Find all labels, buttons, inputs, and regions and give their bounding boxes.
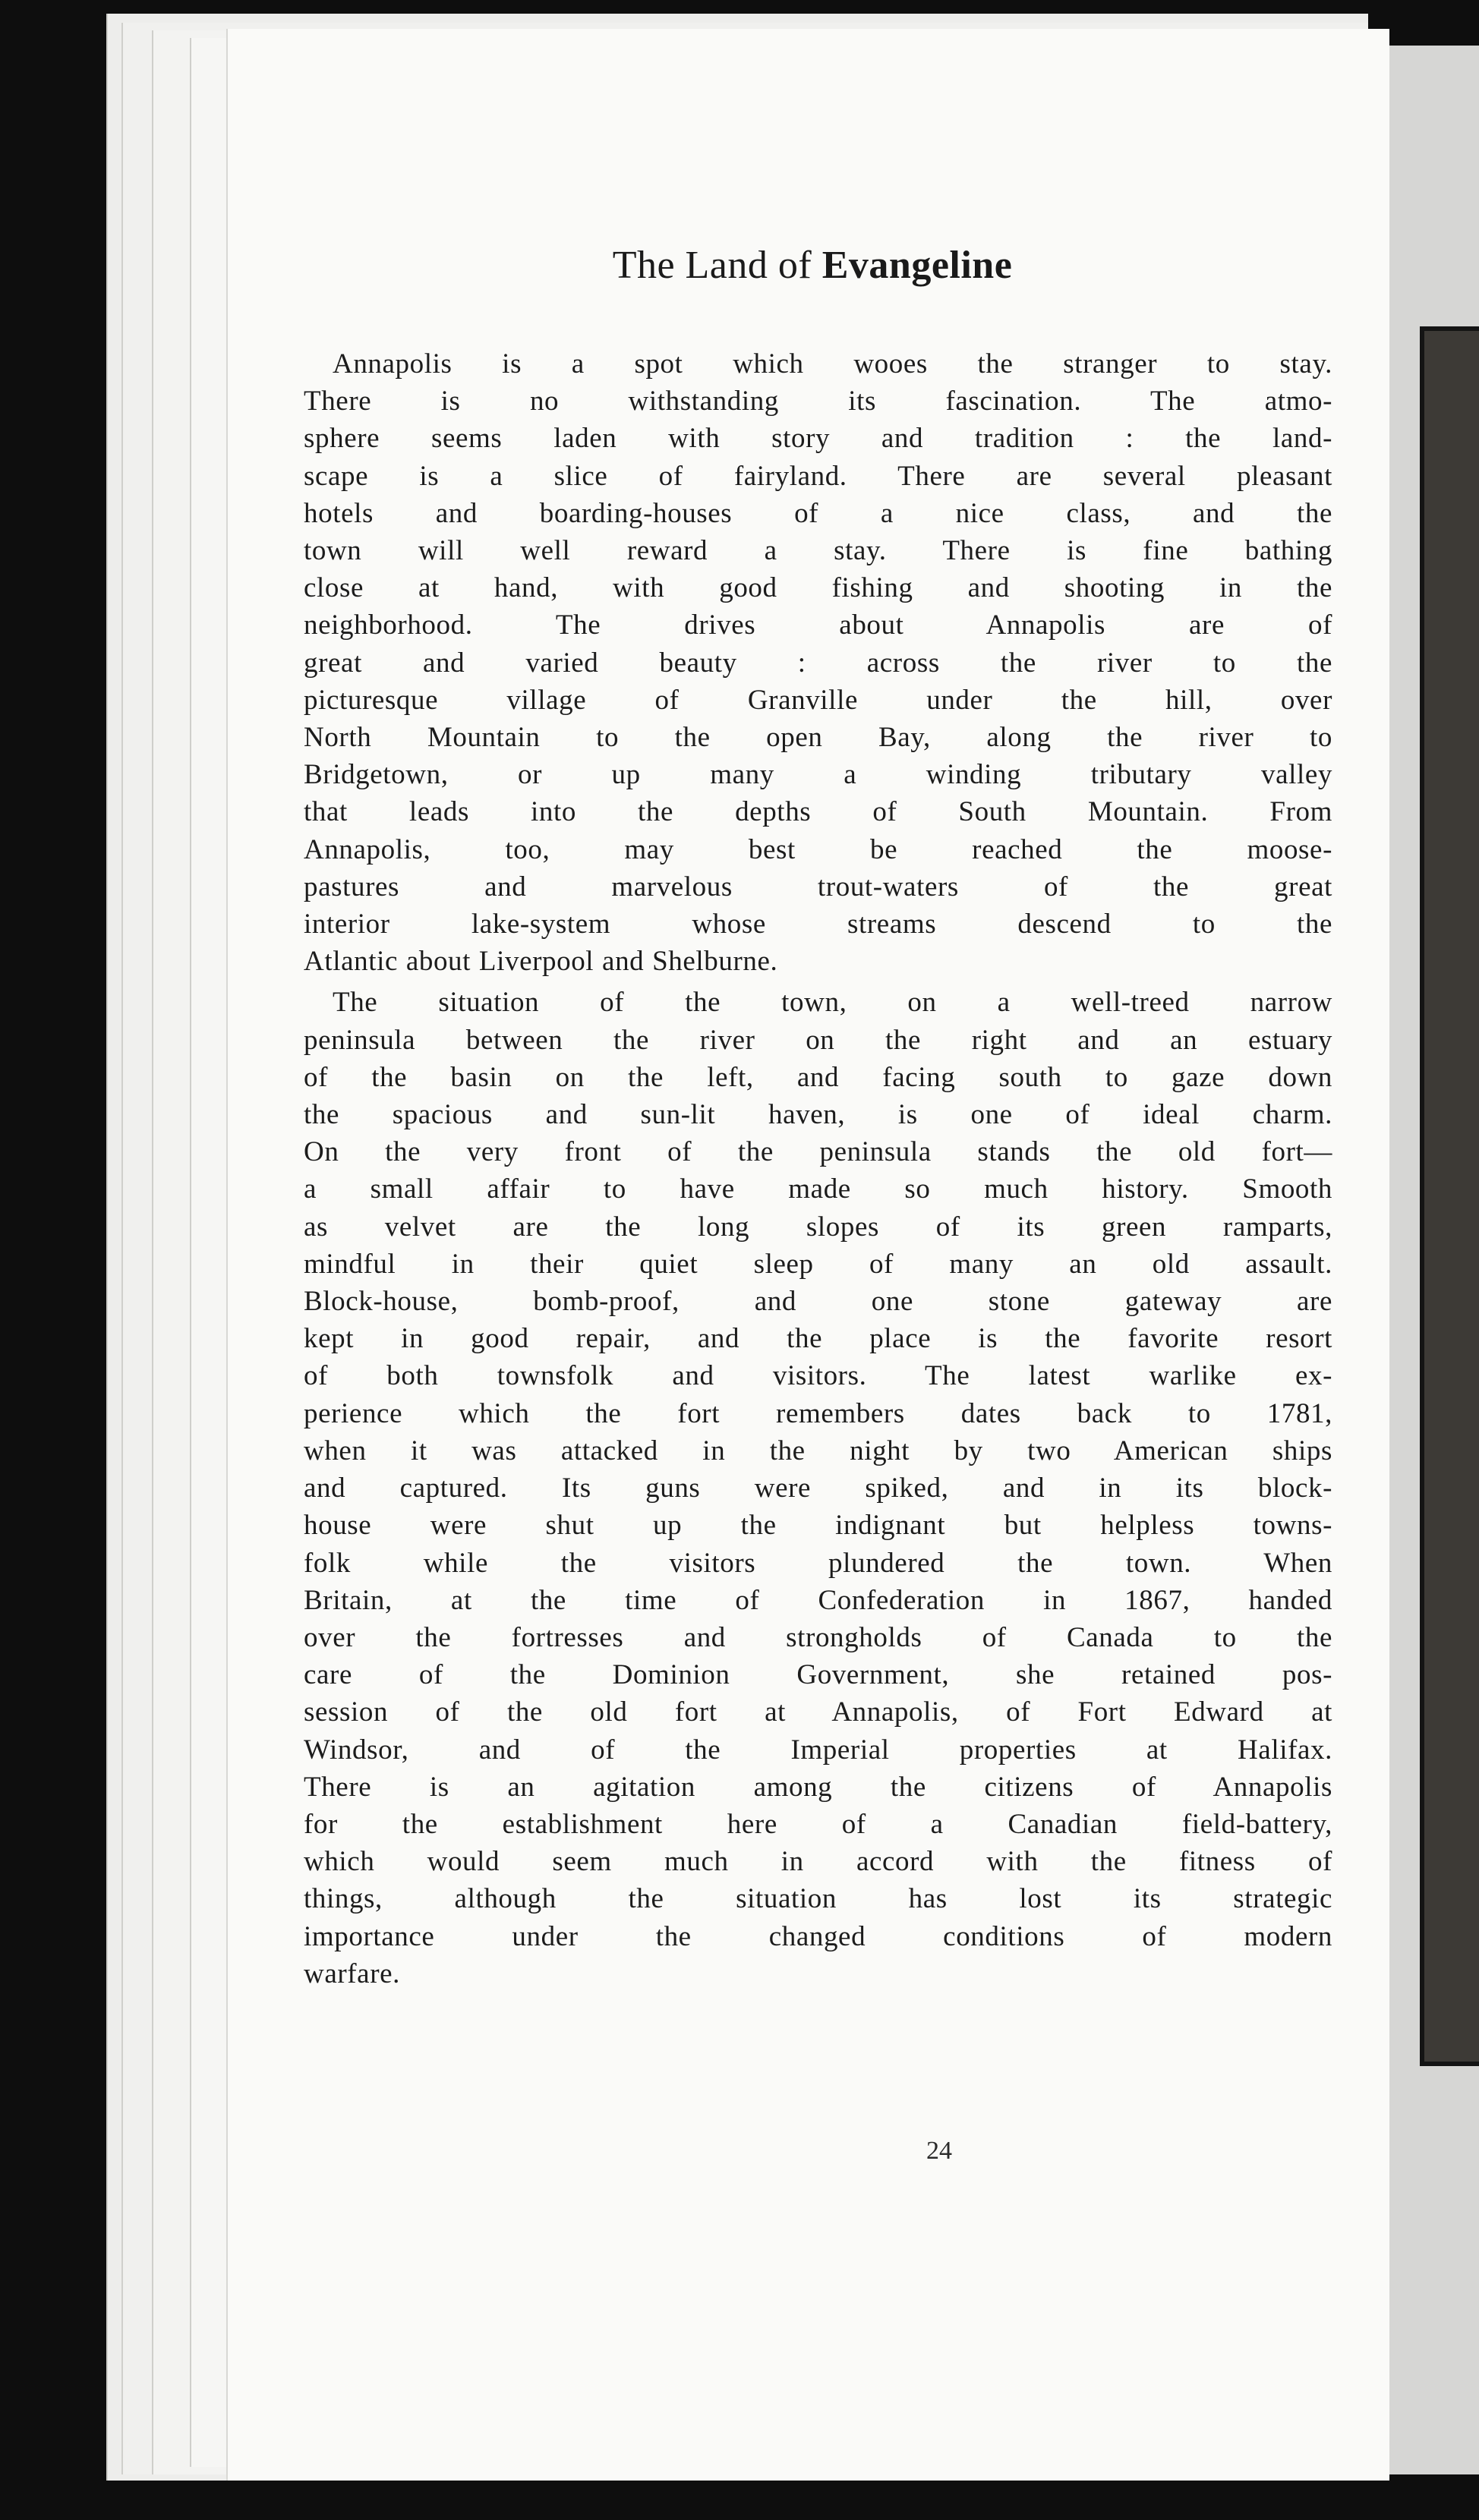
text-line: Block-house, bomb-proof, and one stone gateway are [304, 1286, 1332, 1318]
text-line: for the establishment here of a Canadian field-battery, [304, 1808, 1332, 1840]
text-line: when it was attacked in the night by two American ships [304, 1435, 1332, 1466]
text-line: Britain, at the time of Confederation in 1867, handed [304, 1584, 1332, 1616]
backing-board-inner [1420, 326, 1479, 2066]
paragraph [304, 984, 1332, 1992]
text-line: care of the Dominion Government, she retained pos- [304, 1659, 1332, 1691]
text-line: as velvet are the long slopes of its green ramparts, [304, 1211, 1332, 1243]
text-line: folk while the visitors plundered the town. When [304, 1547, 1332, 1579]
text-line: scape is a slice of fairyland. There are several pleasant [304, 460, 1332, 492]
text-line: importance under the changed conditions of modern [304, 1920, 1332, 1952]
text-line: that leads into the depths of South Mountain. From [304, 796, 1332, 828]
page-number: 24 [926, 2137, 952, 2165]
title-prefix: The Land of [612, 244, 822, 287]
text-line: Annapolis, too, may best be reached the moose- [304, 833, 1332, 865]
text-line: perience which the fort remembers dates back to 1781, [304, 1397, 1332, 1429]
text-line: mindful in their quiet sleep of many an old assault. [304, 1248, 1332, 1280]
text-line: of the basin on the left, and facing south to gaze down [304, 1061, 1332, 1093]
text-line: a small affair to have made so much history. Smooth [304, 1173, 1332, 1205]
text-line: the spacious and sun-lit haven, is one of ideal charm. [304, 1099, 1332, 1131]
text-line: close at hand, with good fishing and shooting in the [304, 572, 1332, 604]
text-line: picturesque village of Granville under the hill, over [304, 684, 1332, 716]
text-line: There is an agitation among the citizens of Annapolis [304, 1771, 1332, 1803]
text-line: things, although the situation has lost its strategic [304, 1883, 1332, 1915]
text-line: sphere seems laden with story and tradition : the land- [304, 423, 1332, 455]
paragraph [304, 345, 1332, 980]
text-line: The situation of the town, on a well-treed narrow [333, 987, 1332, 1019]
title-emphasis: Evangeline [821, 244, 1013, 287]
text-line: session of the old fort at Annapolis, of Fort Edward at [304, 1696, 1332, 1728]
text-line: kept in good repair, and the place is the favorite resort [304, 1323, 1332, 1355]
text-line: warfare. [304, 1958, 401, 1989]
text-line: town will well reward a stay. There is fine bathing [304, 535, 1332, 567]
text-line: Bridgetown, or up many a winding tributary valley [304, 759, 1332, 791]
text-line: There is no withstanding its fascination. The atmo- [304, 386, 1332, 417]
text-line: North Mountain to the open Bay, along the river to [304, 722, 1332, 754]
text-line: Atlantic about Liverpool and Shelburne. [304, 946, 778, 978]
text-line: hotels and boarding-houses of a nice class, and the [304, 497, 1332, 529]
text-line: interior lake-system whose streams descend to the [304, 909, 1332, 940]
text-line: neighborhood. The drives about Annapolis are of [304, 610, 1332, 641]
text-line: and captured. Its guns were spiked, and in its block- [304, 1473, 1332, 1504]
text-line: over the fortresses and strongholds of Canada to the [304, 1621, 1332, 1653]
text-line: Annapolis is a spot which wooes the stranger to stay. [333, 348, 1332, 380]
text-line: of both townsfolk and visitors. The latest warlike ex- [304, 1360, 1332, 1392]
text-line: pastures and marvelous trout-waters of the great [304, 871, 1332, 902]
text-line: On the very front of the peninsula stands the old fort— [304, 1136, 1332, 1168]
text-line: which would seem much in accord with the fitness of [304, 1846, 1332, 1878]
text-line: peninsula between the river on the right and an estuary [304, 1024, 1332, 1056]
text-line: house were shut up the indignant but helpless towns- [304, 1510, 1332, 1542]
page-title [471, 243, 1154, 288]
text-line: great and varied beauty : across the river to the [304, 647, 1332, 679]
body-text [304, 345, 1332, 1992]
text-line: Windsor, and of the Imperial properties at Halifax. [304, 1734, 1332, 1766]
